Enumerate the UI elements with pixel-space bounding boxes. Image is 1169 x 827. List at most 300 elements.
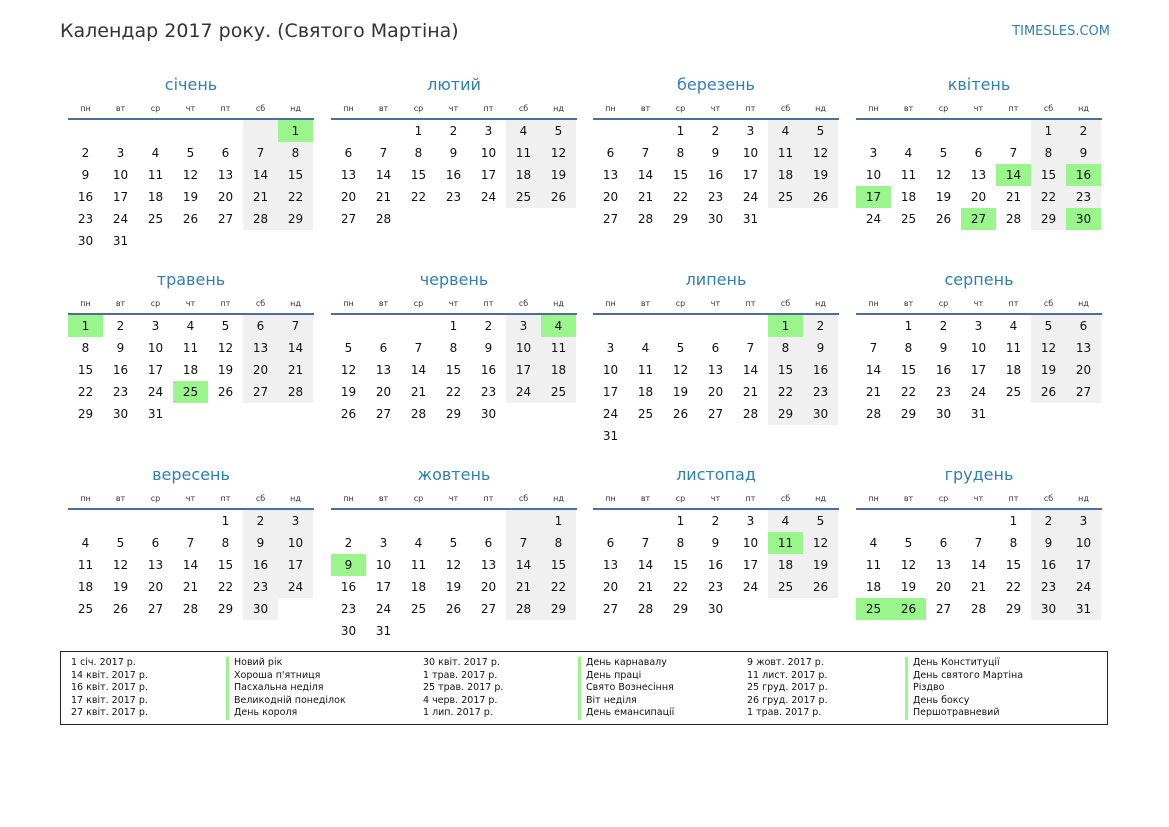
day-cell[interactable]: 4 xyxy=(151,146,160,160)
day-cell[interactable]: 15 xyxy=(1031,164,1066,186)
day-cell[interactable]: 24 xyxy=(865,212,882,226)
day-cell[interactable]: 17 xyxy=(602,385,619,399)
day-cell[interactable]: 29 xyxy=(900,407,917,421)
day-cell[interactable]: 26 xyxy=(672,407,689,421)
day-cell[interactable]: 9 xyxy=(116,341,125,355)
day-cell[interactable]: 19 xyxy=(217,363,234,377)
day-cell[interactable]: 20 xyxy=(935,580,952,594)
day-cell[interactable]: 13 xyxy=(147,558,164,572)
day-cell[interactable]: 10 xyxy=(1066,532,1101,554)
day-cell[interactable]: 25 xyxy=(768,576,803,598)
day-cell[interactable]: 27 xyxy=(961,208,996,230)
day-cell[interactable]: 27 xyxy=(340,212,357,226)
day-cell[interactable]: 8 xyxy=(449,341,458,355)
day-cell[interactable]: 16 xyxy=(243,554,278,576)
day-cell[interactable]: 17 xyxy=(480,168,497,182)
day-cell[interactable]: 27 xyxy=(147,602,164,616)
day-cell[interactable]: 2 xyxy=(484,319,493,333)
day-cell[interactable]: 17 xyxy=(742,558,759,572)
day-cell[interactable]: 24 xyxy=(147,385,164,399)
day-cell[interactable]: 10 xyxy=(480,146,497,160)
day-cell[interactable]: 1 xyxy=(768,315,803,337)
day-cell[interactable]: 21 xyxy=(278,359,313,381)
day-cell[interactable]: 8 xyxy=(768,337,803,359)
day-cell[interactable]: 14 xyxy=(182,558,199,572)
day-cell[interactable]: 12 xyxy=(541,142,576,164)
day-cell[interactable]: 6 xyxy=(484,536,493,550)
day-cell[interactable]: 11 xyxy=(506,142,541,164)
day-cell[interactable]: 5 xyxy=(904,536,913,550)
day-cell[interactable]: 12 xyxy=(803,532,838,554)
day-cell[interactable]: 13 xyxy=(970,168,987,182)
day-cell[interactable]: 20 xyxy=(602,190,619,204)
day-cell[interactable]: 22 xyxy=(672,190,689,204)
day-cell[interactable]: 3 xyxy=(606,341,615,355)
day-cell[interactable]: 12 xyxy=(340,363,357,377)
day-cell[interactable]: 23 xyxy=(340,602,357,616)
day-cell[interactable]: 5 xyxy=(186,146,195,160)
day-cell[interactable]: 26 xyxy=(541,186,576,208)
day-cell[interactable]: 24 xyxy=(506,381,541,403)
day-cell[interactable]: 13 xyxy=(602,168,619,182)
day-cell[interactable]: 9 xyxy=(484,341,493,355)
day-cell[interactable]: 28 xyxy=(1005,212,1022,226)
day-cell[interactable]: 29 xyxy=(541,598,576,620)
day-cell[interactable]: 5 xyxy=(1031,315,1066,337)
day-cell[interactable]: 15 xyxy=(217,558,234,572)
day-cell[interactable]: 10 xyxy=(112,168,129,182)
day-cell[interactable]: 31 xyxy=(147,407,164,421)
day-cell[interactable]: 25 xyxy=(1005,385,1022,399)
day-cell[interactable]: 25 xyxy=(147,212,164,226)
day-cell[interactable]: 31 xyxy=(1066,598,1101,620)
day-cell[interactable]: 27 xyxy=(480,602,497,616)
day-cell[interactable]: 23 xyxy=(803,381,838,403)
day-cell[interactable]: 16 xyxy=(707,558,724,572)
day-cell[interactable]: 7 xyxy=(379,146,388,160)
day-cell[interactable]: 20 xyxy=(243,359,278,381)
day-cell[interactable]: 14 xyxy=(506,554,541,576)
day-cell[interactable]: 22 xyxy=(672,580,689,594)
day-cell[interactable]: 7 xyxy=(641,536,650,550)
day-cell[interactable]: 3 xyxy=(869,146,878,160)
day-cell[interactable]: 28 xyxy=(243,208,278,230)
day-cell[interactable]: 27 xyxy=(243,381,278,403)
day-cell[interactable]: 2 xyxy=(116,319,125,333)
day-cell[interactable]: 15 xyxy=(77,363,94,377)
day-cell[interactable]: 11 xyxy=(541,337,576,359)
day-cell[interactable]: 21 xyxy=(742,385,759,399)
day-cell[interactable]: 30 xyxy=(803,403,838,425)
day-cell[interactable]: 24 xyxy=(480,190,497,204)
day-cell[interactable]: 6 xyxy=(151,536,160,550)
day-cell[interactable]: 13 xyxy=(1066,337,1101,359)
day-cell[interactable]: 27 xyxy=(602,212,619,226)
day-cell[interactable]: 7 xyxy=(1009,146,1018,160)
day-cell[interactable]: 24 xyxy=(742,190,759,204)
day-cell[interactable]: 5 xyxy=(116,536,125,550)
day-cell[interactable]: 1 xyxy=(1031,120,1066,142)
day-cell[interactable]: 12 xyxy=(112,558,129,572)
day-cell[interactable]: 24 xyxy=(742,580,759,594)
day-cell[interactable]: 10 xyxy=(375,558,392,572)
day-cell[interactable]: 18 xyxy=(1005,363,1022,377)
day-cell[interactable]: 11 xyxy=(410,558,427,572)
day-cell[interactable]: 8 xyxy=(676,536,685,550)
day-cell[interactable]: 27 xyxy=(935,602,952,616)
day-cell[interactable]: 21 xyxy=(243,186,278,208)
day-cell[interactable]: 4 xyxy=(541,315,576,337)
day-cell[interactable]: 26 xyxy=(1031,381,1066,403)
day-cell[interactable]: 21 xyxy=(506,576,541,598)
day-cell[interactable]: 29 xyxy=(672,212,689,226)
day-cell[interactable]: 21 xyxy=(637,190,654,204)
day-cell[interactable]: 26 xyxy=(803,576,838,598)
day-cell[interactable]: 28 xyxy=(637,602,654,616)
day-cell[interactable]: 19 xyxy=(935,190,952,204)
day-cell[interactable]: 11 xyxy=(182,341,199,355)
day-cell[interactable]: 29 xyxy=(445,407,462,421)
day-cell[interactable]: 9 xyxy=(711,536,720,550)
day-cell[interactable]: 17 xyxy=(1066,554,1101,576)
day-cell[interactable]: 18 xyxy=(182,363,199,377)
day-cell[interactable]: 12 xyxy=(182,168,199,182)
day-cell[interactable]: 11 xyxy=(637,363,654,377)
day-cell[interactable]: 1 xyxy=(278,120,313,142)
day-cell[interactable]: 25 xyxy=(410,602,427,616)
day-cell[interactable]: 28 xyxy=(278,381,313,403)
day-cell[interactable]: 12 xyxy=(803,142,838,164)
day-cell[interactable]: 17 xyxy=(147,363,164,377)
day-cell[interactable]: 14 xyxy=(637,558,654,572)
day-cell[interactable]: 30 xyxy=(340,624,357,638)
day-cell[interactable]: 25 xyxy=(637,407,654,421)
day-cell[interactable]: 5 xyxy=(221,319,230,333)
day-cell[interactable]: 17 xyxy=(506,359,541,381)
day-cell[interactable]: 14 xyxy=(970,558,987,572)
day-cell[interactable]: 22 xyxy=(445,385,462,399)
day-cell[interactable]: 8 xyxy=(1031,142,1066,164)
day-cell[interactable]: 3 xyxy=(506,315,541,337)
day-cell[interactable]: 17 xyxy=(742,168,759,182)
day-cell[interactable]: 22 xyxy=(768,381,803,403)
day-cell[interactable]: 11 xyxy=(900,168,917,182)
day-cell[interactable]: 10 xyxy=(278,532,313,554)
day-cell[interactable]: 23 xyxy=(1031,576,1066,598)
day-cell[interactable]: 8 xyxy=(221,536,230,550)
day-cell[interactable]: 28 xyxy=(865,407,882,421)
day-cell[interactable]: 30 xyxy=(480,407,497,421)
day-cell[interactable]: 26 xyxy=(217,385,234,399)
day-cell[interactable]: 25 xyxy=(77,602,94,616)
day-cell[interactable]: 20 xyxy=(602,580,619,594)
day-cell[interactable]: 16 xyxy=(77,190,94,204)
day-cell[interactable]: 8 xyxy=(81,341,90,355)
day-cell[interactable]: 1 xyxy=(676,124,685,138)
day-cell[interactable]: 21 xyxy=(1005,190,1022,204)
day-cell[interactable]: 14 xyxy=(410,363,427,377)
day-cell[interactable]: 4 xyxy=(869,536,878,550)
day-cell[interactable]: 15 xyxy=(768,359,803,381)
day-cell[interactable]: 15 xyxy=(900,363,917,377)
day-cell[interactable]: 15 xyxy=(1005,558,1022,572)
day-cell[interactable]: 6 xyxy=(606,146,615,160)
day-cell[interactable]: 7 xyxy=(186,536,195,550)
day-cell[interactable]: 22 xyxy=(541,576,576,598)
day-cell[interactable]: 13 xyxy=(217,168,234,182)
day-cell[interactable]: 9 xyxy=(939,341,948,355)
day-cell[interactable]: 8 xyxy=(1009,536,1018,550)
day-cell[interactable]: 2 xyxy=(81,146,90,160)
day-cell[interactable]: 9 xyxy=(81,168,90,182)
day-cell[interactable]: 8 xyxy=(278,142,313,164)
day-cell[interactable]: 31 xyxy=(602,429,619,443)
day-cell[interactable]: 13 xyxy=(707,363,724,377)
day-cell[interactable]: 11 xyxy=(77,558,94,572)
day-cell[interactable]: 30 xyxy=(112,407,129,421)
day-cell[interactable]: 6 xyxy=(606,536,615,550)
day-cell[interactable]: 20 xyxy=(147,580,164,594)
day-cell[interactable]: 11 xyxy=(768,142,803,164)
day-cell[interactable]: 23 xyxy=(1066,186,1101,208)
day-cell[interactable]: 29 xyxy=(278,208,313,230)
day-cell[interactable]: 18 xyxy=(410,580,427,594)
day-cell[interactable]: 18 xyxy=(77,580,94,594)
day-cell[interactable]: 22 xyxy=(217,580,234,594)
day-cell[interactable]: 25 xyxy=(768,186,803,208)
day-cell[interactable]: 6 xyxy=(939,536,948,550)
day-cell[interactable]: 9 xyxy=(711,146,720,160)
day-cell[interactable]: 25 xyxy=(541,381,576,403)
day-cell[interactable]: 3 xyxy=(746,514,755,528)
day-cell[interactable]: 3 xyxy=(484,124,493,138)
day-cell[interactable]: 8 xyxy=(414,146,423,160)
day-cell[interactable]: 5 xyxy=(449,536,458,550)
day-cell[interactable]: 16 xyxy=(112,363,129,377)
day-cell[interactable]: 16 xyxy=(445,168,462,182)
day-cell[interactable]: 23 xyxy=(243,576,278,598)
day-cell[interactable]: 16 xyxy=(1066,164,1101,186)
day-cell[interactable]: 2 xyxy=(1031,510,1066,532)
day-cell[interactable]: 26 xyxy=(340,407,357,421)
day-cell[interactable]: 3 xyxy=(116,146,125,160)
day-cell[interactable]: 18 xyxy=(768,164,803,186)
day-cell[interactable]: 1 xyxy=(904,319,913,333)
day-cell[interactable]: 27 xyxy=(217,212,234,226)
day-cell[interactable]: 7 xyxy=(506,532,541,554)
day-cell[interactable]: 14 xyxy=(996,164,1031,186)
day-cell[interactable]: 28 xyxy=(637,212,654,226)
day-cell[interactable]: 5 xyxy=(803,510,838,532)
day-cell[interactable]: 30 xyxy=(243,598,278,620)
day-cell[interactable]: 29 xyxy=(672,602,689,616)
day-cell[interactable]: 22 xyxy=(77,385,94,399)
day-cell[interactable]: 2 xyxy=(803,315,838,337)
day-cell[interactable]: 14 xyxy=(278,337,313,359)
day-cell[interactable]: 7 xyxy=(414,341,423,355)
day-cell[interactable]: 6 xyxy=(243,315,278,337)
day-cell[interactable]: 19 xyxy=(1031,359,1066,381)
day-cell[interactable]: 6 xyxy=(344,146,353,160)
day-cell[interactable]: 21 xyxy=(865,385,882,399)
day-cell[interactable]: 4 xyxy=(904,146,913,160)
day-cell[interactable]: 5 xyxy=(541,120,576,142)
day-cell[interactable]: 25 xyxy=(506,186,541,208)
day-cell[interactable]: 22 xyxy=(410,190,427,204)
day-cell[interactable]: 3 xyxy=(1066,510,1101,532)
day-cell[interactable]: 14 xyxy=(742,363,759,377)
day-cell[interactable]: 28 xyxy=(970,602,987,616)
day-cell[interactable]: 20 xyxy=(1066,359,1101,381)
day-cell[interactable]: 4 xyxy=(768,510,803,532)
day-cell[interactable]: 21 xyxy=(410,385,427,399)
day-cell[interactable]: 16 xyxy=(707,168,724,182)
day-cell[interactable]: 14 xyxy=(865,363,882,377)
day-cell[interactable]: 1 xyxy=(676,514,685,528)
day-cell[interactable]: 1 xyxy=(541,510,576,532)
day-cell[interactable]: 17 xyxy=(278,554,313,576)
day-cell[interactable]: 30 xyxy=(935,407,952,421)
day-cell[interactable]: 11 xyxy=(865,558,882,572)
day-cell[interactable]: 10 xyxy=(742,146,759,160)
day-cell[interactable]: 27 xyxy=(375,407,392,421)
day-cell[interactable]: 11 xyxy=(147,168,164,182)
day-cell[interactable]: 8 xyxy=(904,341,913,355)
day-cell[interactable]: 20 xyxy=(480,580,497,594)
day-cell[interactable]: 16 xyxy=(1031,554,1066,576)
day-cell[interactable]: 1 xyxy=(414,124,423,138)
day-cell[interactable]: 17 xyxy=(970,363,987,377)
day-cell[interactable]: 18 xyxy=(865,580,882,594)
day-cell[interactable]: 30 xyxy=(707,602,724,616)
day-cell[interactable]: 3 xyxy=(151,319,160,333)
day-cell[interactable]: 21 xyxy=(182,580,199,594)
day-cell[interactable]: 4 xyxy=(768,120,803,142)
day-cell[interactable]: 25 xyxy=(900,212,917,226)
day-cell[interactable]: 19 xyxy=(900,580,917,594)
day-cell[interactable]: 9 xyxy=(803,337,838,359)
day-cell[interactable]: 18 xyxy=(541,359,576,381)
day-cell[interactable]: 4 xyxy=(641,341,650,355)
day-cell[interactable]: 23 xyxy=(480,385,497,399)
day-cell[interactable]: 1 xyxy=(1009,514,1018,528)
day-cell[interactable]: 12 xyxy=(217,341,234,355)
day-cell[interactable]: 2 xyxy=(1066,120,1101,142)
day-cell[interactable]: 14 xyxy=(375,168,392,182)
day-cell[interactable]: 23 xyxy=(935,385,952,399)
day-cell[interactable]: 4 xyxy=(414,536,423,550)
day-cell[interactable]: 29 xyxy=(217,602,234,616)
day-cell[interactable]: 6 xyxy=(974,146,983,160)
day-cell[interactable]: 26 xyxy=(803,186,838,208)
day-cell[interactable]: 24 xyxy=(970,385,987,399)
day-cell[interactable]: 23 xyxy=(77,212,94,226)
day-cell[interactable]: 1 xyxy=(449,319,458,333)
day-cell[interactable]: 11 xyxy=(1005,341,1022,355)
day-cell[interactable]: 7 xyxy=(746,341,755,355)
day-cell[interactable]: 3 xyxy=(746,124,755,138)
day-cell[interactable]: 7 xyxy=(974,536,983,550)
day-cell[interactable]: 8 xyxy=(541,532,576,554)
day-cell[interactable]: 20 xyxy=(970,190,987,204)
day-cell[interactable]: 17 xyxy=(856,186,891,208)
day-cell[interactable]: 5 xyxy=(344,341,353,355)
day-cell[interactable]: 29 xyxy=(768,403,803,425)
day-cell[interactable]: 5 xyxy=(803,120,838,142)
day-cell[interactable]: 19 xyxy=(182,190,199,204)
day-cell[interactable]: 13 xyxy=(935,558,952,572)
day-cell[interactable]: 23 xyxy=(112,385,129,399)
day-cell[interactable]: 19 xyxy=(803,164,838,186)
day-cell[interactable]: 3 xyxy=(974,319,983,333)
day-cell[interactable]: 25 xyxy=(173,381,208,403)
day-cell[interactable]: 8 xyxy=(676,146,685,160)
day-cell[interactable]: 14 xyxy=(637,168,654,182)
day-cell[interactable]: 19 xyxy=(541,164,576,186)
day-cell[interactable]: 22 xyxy=(278,186,313,208)
day-cell[interactable]: 13 xyxy=(602,558,619,572)
day-cell[interactable]: 16 xyxy=(340,580,357,594)
day-cell[interactable]: 21 xyxy=(637,580,654,594)
day-cell[interactable]: 28 xyxy=(375,212,392,226)
day-cell[interactable]: 19 xyxy=(445,580,462,594)
day-cell[interactable]: 15 xyxy=(672,558,689,572)
day-cell[interactable]: 12 xyxy=(900,558,917,572)
day-cell[interactable]: 15 xyxy=(278,164,313,186)
day-cell[interactable]: 9 xyxy=(1031,532,1066,554)
day-cell[interactable]: 29 xyxy=(1031,208,1066,230)
day-cell[interactable]: 22 xyxy=(900,385,917,399)
day-cell[interactable]: 7 xyxy=(243,142,278,164)
day-cell[interactable]: 27 xyxy=(602,602,619,616)
day-cell[interactable]: 18 xyxy=(900,190,917,204)
day-cell[interactable]: 19 xyxy=(803,554,838,576)
day-cell[interactable]: 24 xyxy=(375,602,392,616)
day-cell[interactable]: 18 xyxy=(147,190,164,204)
day-cell[interactable]: 19 xyxy=(340,385,357,399)
day-cell[interactable]: 22 xyxy=(1031,186,1066,208)
day-cell[interactable]: 4 xyxy=(186,319,195,333)
day-cell[interactable]: 7 xyxy=(278,315,313,337)
day-cell[interactable]: 13 xyxy=(375,363,392,377)
day-cell[interactable]: 1 xyxy=(68,315,103,337)
day-cell[interactable]: 12 xyxy=(935,168,952,182)
site-link[interactable]: TIMESLES.COM xyxy=(1012,24,1110,39)
day-cell[interactable]: 10 xyxy=(147,341,164,355)
day-cell[interactable]: 26 xyxy=(445,602,462,616)
day-cell[interactable]: 18 xyxy=(637,385,654,399)
day-cell[interactable]: 24 xyxy=(278,576,313,598)
day-cell[interactable]: 18 xyxy=(768,554,803,576)
day-cell[interactable]: 28 xyxy=(410,407,427,421)
day-cell[interactable]: 15 xyxy=(541,554,576,576)
day-cell[interactable]: 3 xyxy=(379,536,388,550)
day-cell[interactable]: 31 xyxy=(970,407,987,421)
day-cell[interactable]: 31 xyxy=(112,234,129,248)
day-cell[interactable]: 21 xyxy=(375,190,392,204)
day-cell[interactable]: 2 xyxy=(344,536,353,550)
day-cell[interactable]: 24 xyxy=(112,212,129,226)
day-cell[interactable]: 16 xyxy=(480,363,497,377)
day-cell[interactable]: 11 xyxy=(768,532,803,554)
day-cell[interactable]: 1 xyxy=(221,514,230,528)
day-cell[interactable]: 9 xyxy=(449,146,458,160)
day-cell[interactable]: 2 xyxy=(711,514,720,528)
day-cell[interactable]: 26 xyxy=(182,212,199,226)
day-cell[interactable]: 16 xyxy=(935,363,952,377)
day-cell[interactable]: 20 xyxy=(375,385,392,399)
day-cell[interactable]: 25 xyxy=(856,598,891,620)
